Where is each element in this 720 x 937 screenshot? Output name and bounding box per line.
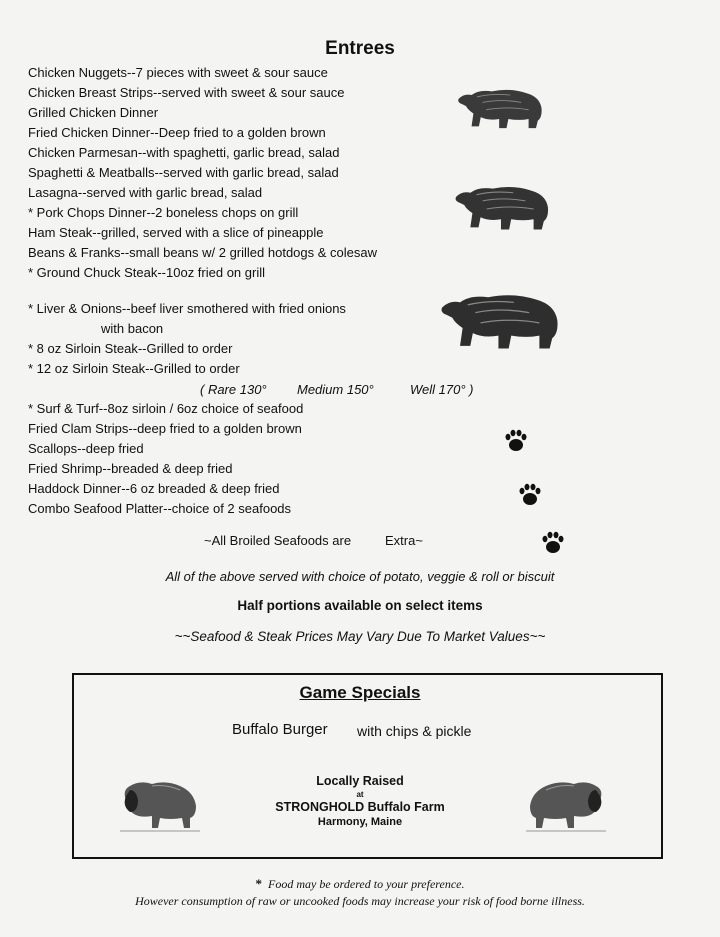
footnote-line-2: However consumption of raw or uncooked foods may increase your risk of food borne illness.	[135, 894, 585, 908]
entree-item: Fried Clam Strips--deep fried to a golden brown	[28, 421, 302, 436]
entree-item: Chicken Nuggets--7 pieces with sweet & sour sauce	[28, 65, 328, 80]
entree-item: Fried Shrimp--breaded & deep fried	[28, 461, 233, 476]
game-special-item: Buffalo Burger	[232, 721, 328, 738]
entree-item: Ham Steak--grilled, served with a slice of pineapple	[28, 225, 324, 240]
bear-icon	[455, 84, 547, 130]
locally-raised: Locally Raised	[316, 774, 404, 788]
footnote-star: *	[255, 876, 262, 891]
game-specials-title: Game Specials	[299, 683, 421, 702]
entree-item: * Surf & Turf--8oz sirloin / 6oz choice of seafood	[28, 401, 304, 416]
buffalo-icon	[116, 776, 202, 834]
broiled-note-right: Extra~	[385, 533, 423, 548]
market-price-note: ~~Seafood & Steak Prices May Vary Due To Market Values~~	[174, 629, 546, 644]
bear-icon	[452, 178, 554, 234]
paw-print-icon	[517, 482, 543, 508]
entree-item: Chicken Breast Strips--served with sweet & sour sauce	[28, 85, 345, 100]
entree-item-continued: with bacon	[101, 321, 164, 336]
temp-medium: Medium 150°	[297, 382, 374, 397]
entree-item: Haddock Dinner--6 oz breaded & deep fried	[28, 481, 280, 496]
bear-icon	[437, 285, 565, 353]
footnote-line-1	[0, 876, 720, 892]
temp-rare: ( Rare 130°	[200, 382, 267, 397]
entree-item: Fried Chicken Dinner--Deep fried to a golden brown	[28, 125, 326, 140]
entree-item: Scallops--deep fried	[28, 441, 144, 456]
entree-item: * Liver & Onions--beef liver smothered with fried onions	[28, 301, 346, 316]
temp-well: Well 170° )	[410, 382, 474, 397]
farm-location: Harmony, Maine	[317, 816, 403, 828]
entree-item: Grilled Chicken Dinner	[28, 105, 159, 120]
half-portions-note: Half portions available on select items	[237, 598, 483, 613]
entree-item: * Ground Chuck Steak--10oz fried on grill	[28, 265, 266, 280]
entree-item: Spaghetti & Meatballs--served with garlic bread, salad	[28, 165, 339, 180]
entree-item: Chicken Parmesan--with spaghetti, garlic bread, salad	[28, 145, 340, 160]
paw-print-icon	[540, 530, 566, 556]
served-with-note: All of the above served with choice of potato, veggie & roll or biscuit	[165, 569, 555, 584]
farm-name: STRONGHOLD Buffalo Farm	[275, 800, 445, 814]
game-special-description: with chips & pickle	[357, 723, 472, 739]
buffalo-icon	[524, 776, 610, 834]
entree-item: * 8 oz Sirloin Steak--Grilled to order	[28, 341, 233, 356]
entree-item: Beans & Franks--small beans w/ 2 grilled hotdogs & colesaw	[28, 245, 377, 260]
page-title: Entrees	[325, 38, 395, 59]
entree-item: Lasagna--served with garlic bread, salad	[28, 185, 263, 200]
footnote-text: Food may be ordered to your preference.	[268, 877, 465, 891]
paw-print-icon	[503, 428, 529, 454]
entree-item: * Pork Chops Dinner--2 boneless chops on grill	[28, 205, 299, 220]
entree-item: * 12 oz Sirloin Steak--Grilled to order	[28, 361, 240, 376]
broiled-note-left: ~All Broiled Seafoods are	[204, 533, 352, 548]
entree-item: Combo Seafood Platter--choice of 2 seafoods	[28, 501, 292, 516]
farm-at: at	[356, 790, 364, 799]
